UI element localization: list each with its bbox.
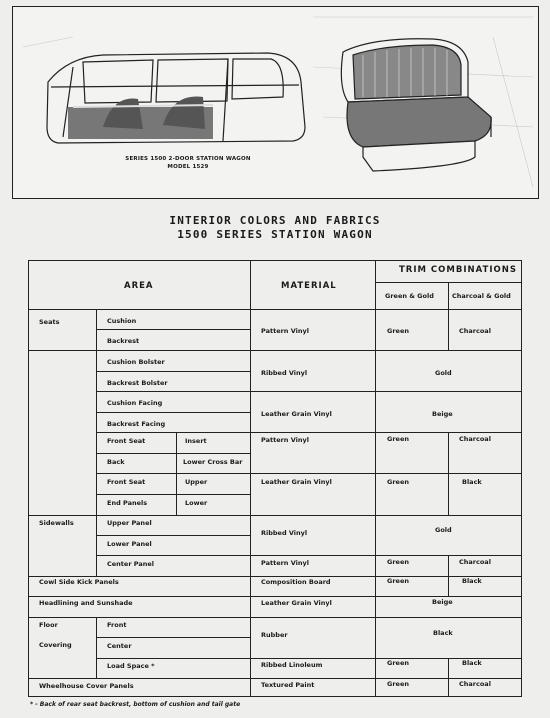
color-green-gold: Green bbox=[387, 478, 409, 486]
color-both: Beige bbox=[432, 598, 453, 606]
rule bbox=[29, 515, 521, 516]
rule bbox=[96, 494, 250, 495]
area-center: Center bbox=[107, 642, 132, 650]
area-load-space: Load Space * bbox=[107, 662, 155, 670]
color-both: Gold bbox=[435, 526, 452, 534]
rule bbox=[96, 329, 250, 330]
color-charcoal-gold: Black bbox=[462, 659, 482, 667]
material-ribbed-vinyl: Ribbed Vinyl bbox=[261, 369, 308, 377]
area-lower-cross-bar: Lower Cross Bar bbox=[183, 458, 243, 466]
rule bbox=[96, 309, 97, 576]
area-front: Front bbox=[107, 621, 127, 629]
rule bbox=[250, 261, 251, 696]
area-center-panel: Center Panel bbox=[107, 560, 155, 568]
area-backrest-bolster: Backrest Bolster bbox=[107, 379, 168, 387]
color-charcoal-gold: Black bbox=[462, 478, 482, 486]
area-cushion-facing: Cushion Facing bbox=[107, 399, 163, 407]
station-wagon-interior-illustration bbox=[13, 7, 539, 199]
area-cushion-bolster: Cushion Bolster bbox=[107, 358, 165, 366]
color-both: Beige bbox=[432, 410, 453, 418]
illustration-caption bbox=[123, 155, 253, 171]
group-wheelhouse: Wheelhouse Cover Panels bbox=[39, 682, 134, 690]
material-pattern-vinyl-3: Pattern Vinyl bbox=[261, 559, 309, 567]
area-lower: Lower bbox=[185, 499, 208, 507]
area-front-seat-2: Front Seat bbox=[107, 478, 146, 486]
group-sidewalls: Sidewalls bbox=[39, 519, 74, 527]
material-ribbed-vinyl-2: Ribbed Vinyl bbox=[261, 529, 308, 537]
trim-col-green-gold: Green & Gold bbox=[385, 292, 434, 300]
rule bbox=[29, 350, 521, 351]
color-green-gold: Green bbox=[387, 435, 409, 443]
rule bbox=[96, 391, 521, 392]
color-both: Gold bbox=[435, 369, 452, 377]
trim-col-charcoal-gold: Charcoal & Gold bbox=[452, 292, 511, 300]
caption-line-1: SERIES 1500 2-DOOR STATION WAGON bbox=[125, 156, 251, 162]
material-leather-grain-vinyl: Leather Grain Vinyl bbox=[261, 410, 332, 418]
group-covering: Covering bbox=[39, 641, 72, 649]
material-leather-grain-vinyl-2: Leather Grain Vinyl bbox=[261, 478, 332, 486]
material-rubber: Rubber bbox=[261, 631, 288, 639]
color-both: Black bbox=[433, 629, 453, 637]
rule bbox=[96, 473, 521, 474]
area-lower-panel: Lower Panel bbox=[107, 540, 152, 548]
material-pattern-vinyl-2: Pattern Vinyl bbox=[261, 436, 309, 444]
area-insert: Insert bbox=[185, 437, 207, 445]
color-green-gold: Green bbox=[387, 680, 409, 688]
material-pattern-vinyl: Pattern Vinyl bbox=[261, 327, 309, 335]
rule bbox=[96, 453, 250, 454]
rule bbox=[29, 617, 521, 618]
rule bbox=[96, 658, 521, 659]
rule bbox=[96, 535, 250, 536]
color-green-gold: Green bbox=[387, 577, 409, 585]
color-charcoal-gold: Charcoal bbox=[459, 327, 491, 335]
material-composition-board: Composition Board bbox=[261, 578, 331, 586]
color-green-gold: Green bbox=[387, 327, 409, 335]
material-textured-paint: Textured Paint bbox=[261, 681, 315, 689]
header-area: AREA bbox=[124, 281, 154, 291]
area-end-panels: End Panels bbox=[107, 499, 148, 507]
area-backrest-facing: Backrest Facing bbox=[107, 420, 166, 428]
rule bbox=[176, 432, 177, 515]
color-charcoal-gold: Black bbox=[462, 577, 482, 585]
group-seats: Seats bbox=[39, 318, 60, 326]
caption-line-2: MODEL 1529 bbox=[167, 164, 209, 170]
rule bbox=[375, 261, 376, 696]
color-charcoal-gold: Charcoal bbox=[459, 435, 491, 443]
header-material: MATERIAL bbox=[281, 281, 337, 291]
rule bbox=[96, 432, 521, 433]
group-headlining: Headlining and Sunshade bbox=[39, 599, 133, 607]
area-front-seat: Front Seat bbox=[107, 437, 146, 445]
rule bbox=[448, 658, 449, 696]
area-upper-panel: Upper Panel bbox=[107, 519, 152, 527]
rule bbox=[448, 432, 449, 515]
color-charcoal-gold: Charcoal bbox=[459, 558, 491, 566]
area-back: Back bbox=[107, 458, 125, 466]
color-charcoal-gold: Charcoal bbox=[459, 680, 491, 688]
material-ribbed-linoleum: Ribbed Linoleum bbox=[261, 661, 323, 669]
area-cushion: Cushion bbox=[107, 317, 137, 325]
rule bbox=[96, 555, 521, 556]
illustration-panel bbox=[12, 6, 539, 199]
area-upper: Upper bbox=[185, 478, 208, 486]
footnote: * - Back of rear seat backrest, bottom of cushion and tail gate bbox=[30, 701, 241, 708]
header-trim-combinations: TRIM COMBINATIONS bbox=[399, 265, 517, 275]
interior-trim-table bbox=[28, 260, 522, 697]
rule bbox=[96, 371, 250, 372]
area-backrest: Backrest bbox=[107, 337, 140, 345]
rule bbox=[96, 412, 250, 413]
rule bbox=[96, 617, 97, 678]
rule bbox=[96, 637, 250, 638]
material-leather-grain-vinyl-3: Leather Grain Vinyl bbox=[261, 599, 332, 607]
color-green-gold: Green bbox=[387, 558, 409, 566]
page-subtitle: 1500 SERIES STATION WAGON bbox=[177, 228, 373, 241]
group-cowl: Cowl Side Kick Panels bbox=[39, 578, 119, 586]
rule bbox=[448, 555, 449, 596]
color-green-gold: Green bbox=[387, 659, 409, 667]
group-floor: Floor bbox=[39, 621, 58, 629]
page-title: INTERIOR COLORS AND FABRICS bbox=[169, 214, 381, 227]
rule bbox=[448, 282, 449, 350]
